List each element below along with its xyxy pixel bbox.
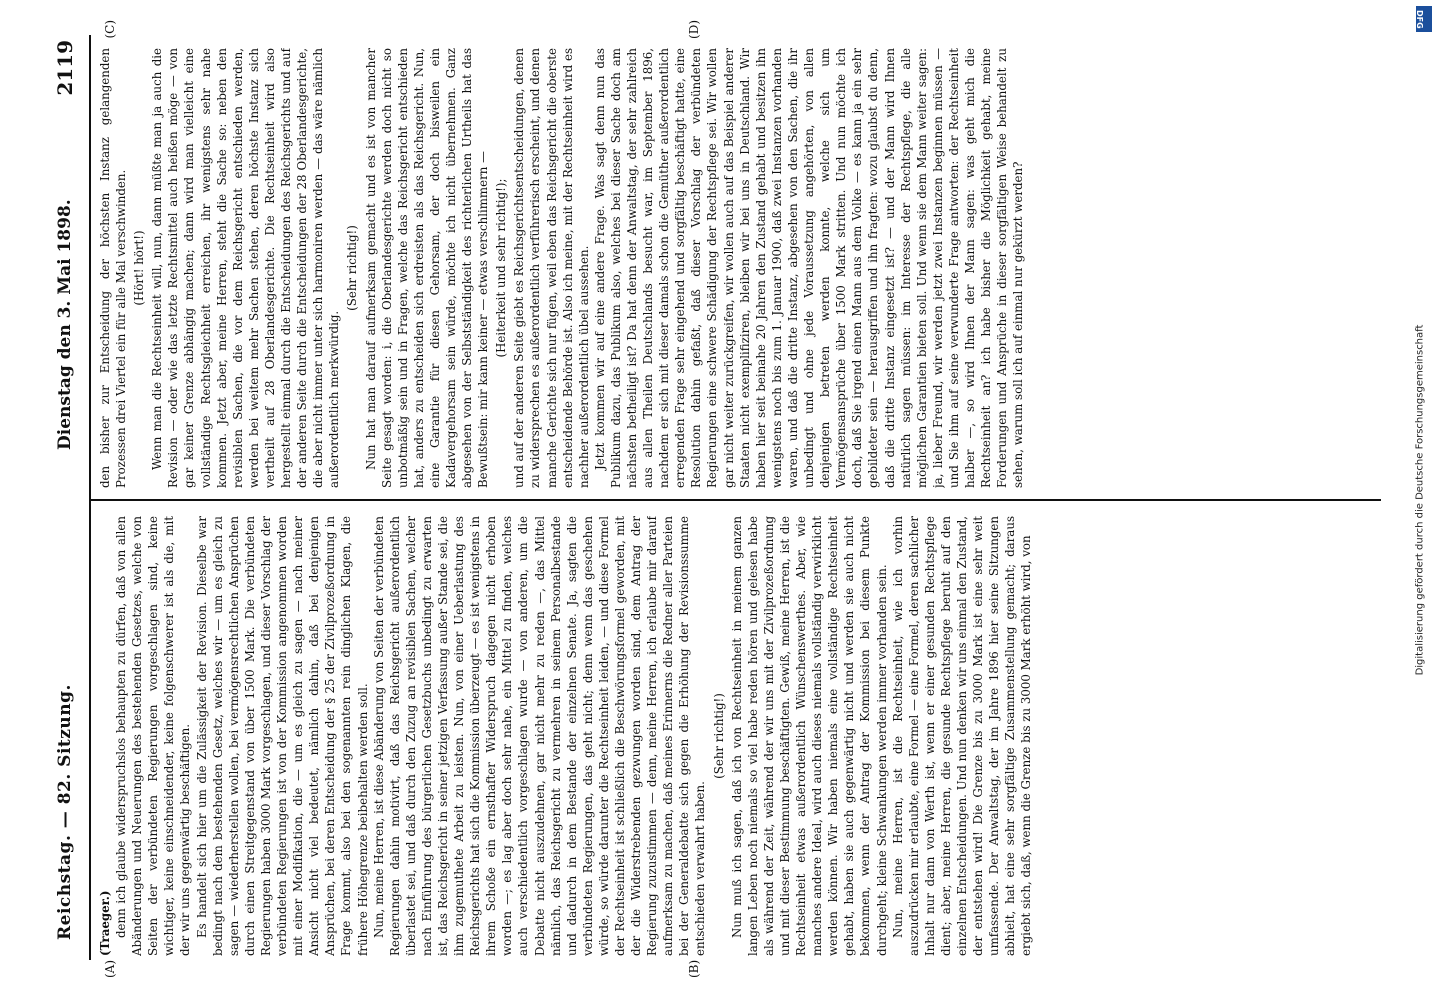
paragraph: Nun, meine Herren, ist die Rechtseinheit, wie ich vorhin auszudrücken mir erlaubte, eine Formel — eine Formel, deren sachlicher Inhalt nur dann von Werth ist, wenn er einer gesunden Rechtspflege dient; aber, meine Herren, die gesunde Rechtspflege beruht auf den einzelnen Entscheidungen. Und nun denken wir uns einmal den Zustand, der entstehen wird! Die Grenze bis zu 3000 Mark ist eine sehr weit umfassende. Der Anwaltstag, der im Jahre 1896 hier seine Sitzungen abhielt, hat eine sehr sorgfältige Zusammenstellung gemacht; daraus ergiebt sich, daß, wenn die Grenze bis zu 3000 Mark erhöht wird, von	[890, 516, 1034, 956]
margin-marker-d: (D)	[687, 20, 701, 39]
interjection: (Sehr richtig!)	[345, 225, 360, 311]
right-column	[97, 48, 1377, 488]
paragraph: Nun hat man darauf aufmerksam gemacht und es ist von mancher Seite gesagt worden: i, die Oberlandesgerichte werden doch nicht so unbotmäßig sein und in Fragen, welche das Reichsgericht entschieden hat, anders zu entscheiden sich erdreisten als das Reichsgericht. Nun, eine Garantie für diesen Gehorsam, der doch bisweilen ein Kadavergehorsam sein würde, möchte ich nicht übernehmen. Ganz abgesehen von der Selbstständigkeit des richterlichen Urtheils hat das Bewußtsein: mir kann keiner — etwas verschlimmern —	[363, 48, 491, 488]
interjection: (Hört! hört!)	[132, 230, 147, 306]
margin-marker-c: (C)	[103, 20, 117, 39]
rotated-page	[47, 20, 1387, 978]
paragraph: Nun muß ich sagen, daß ich von Rechtseinheit in meinem ganzen langen Leben noch niemals so viel habe reden hören und gelesen habe als während der Zeit, während der wir uns mit der Zivilprozeßordnung und mit dieser Bestimmung beschäftigten. Gewiß, meine Herren, ist die Rechtseinheit etwas außerordentlich Wünschenswerthes. Aber, wie manches andere Ideal, wird auch dieses niemals vollständig verwirklicht werden können. Wir haben niemals eine vollständige Rechtseinheit gehabt, haben sie auch gegenwärtig nicht und werden sie auch nicht bekommen, wenn der Antrag der Kommission bei diesem Punkte durchgeht; kleine Schwankungen werden immer vorhanden sein.	[729, 516, 889, 956]
speaker-label: (Traeger.)	[98, 890, 112, 956]
dfg-logo: DFG	[1416, 6, 1432, 32]
paragraph: und auf der anderen Seite giebt es Reichsgerichtsentscheidungen, denen zu widersprechen es außerordentlich verführerisch erscheint, und denen manche Gerichte sich nur fügen, weil eben das Reichsgericht die oberste entscheidende Behörde ist. Also ich meine, mit der Rechtseinheit wird es nachher außerordentlich übel aussehen.	[512, 48, 591, 488]
digitization-credit: Digitalisierung gefördert durch die Deutsche Forschungsgemeinschaft	[1414, 324, 1426, 676]
header-session: Reichstag. — 82. Sitzung.	[55, 684, 75, 940]
column-divider	[91, 499, 1381, 501]
header-rule	[89, 35, 91, 960]
interjection: (Heiterkeit und sehr richtig!);	[494, 178, 509, 358]
interjection: (Sehr richtig!)	[711, 693, 726, 779]
paragraph: den bisher zur Entscheidung der höchsten Instanz gelangenden Prozessen drei Viertel ein für alle Mal verschwinden.	[98, 48, 129, 488]
margin-marker-b: (B)	[687, 959, 701, 978]
page-header	[47, 30, 87, 970]
left-column	[97, 516, 1377, 956]
credit-strip	[1410, 10, 1430, 990]
paragraph: Wenn man die Rechtseinheit will, nun, dann müßte man ja auch die Revision — oder wie das letzte Rechtsmittel auch heißen möge — von gar keiner Grenze abhängig machen; dann wird man vielleicht eine vollständige Rechtsgleichheit erreichen, ihr wenigstens sehr nahe kommen. Jetzt aber, meine Herren, steht die Sache so: neben den revisiblen Sachen, die vor dem Reichsgericht entschieden werden, werden bei weitem mehr Sachen stehen, deren höchste Instanz sich vertheilt auf 28 Oberlandesgerichte. Die Rechtseinheit wird also hergestellt einmal durch die Entscheidungen des Reichsgerichts und auf der anderen Seite durch die Entscheidungen der 28 Oberlandesgerichte, die aber nicht immer unter sich harmoniren werden — das wäre nämlich außerordentlich merkwürdig.	[150, 48, 342, 488]
paragraph: Nun, meine Herren, ist diese Abänderung von Seiten der verbündeten Regierungen dahin motivirt, daß das Reichsgericht außerordentlich überlastet sei, und daß durch den Zuzug an revisiblen Sachen, welcher nach Einführung des bürgerlichen Gesetzbuchs unbedingt zu erwarten ist, das Reichsgericht in seiner jetzigen Verfassung außer Stande sei, die ihm zugemuthete Arbeit zu leisten. Nun, von einer Ueberlastung des Reichsgerichts hat sich die Kommission überzeugt — es ist wenigstens in ihrem Schoße ein ernsthafter Widerspruch dagegen nicht erhoben worden —; es lag aber doch sehr nahe, ein Mittel zu finden, welches auch verschiedentlich vorgeschlagen wurde — von anderen, um die Debatte nicht auszudehnen, gar nicht mehr zu reden —, das Mittel nämlich, das Reichsgericht zu vermehren in seinem Personalbestande und dadurch in dem Bestande der einzelnen Senate. Ja, sagten die verbündeten Regierungen, das geht nicht; denn wenn das geschehen würde, so würde darunter die Rechtseinheit leiden, — und diese Formel der Rechtseinheit ist schließlich die Beschwörungsformel geworden, mit der die Widerstrebenden gezwungen worden sind, dem Antrag der Regierung zuzustimmen — denn, meine Herren, ich erlaube mir darauf aufmerksam zu machen, daß meines Erinnerns die Redner aller Parteien bei der Generaldebatte sich gegen die Erhöhung der Revisionssumme entschieden verwahrt haben.	[371, 516, 708, 956]
paragraph: Jetzt kommen wir auf eine andere Frage. Was sagt denn nun das Publikum dazu, das Publikum also, welches bei dieser Sache doch am nächsten betheiligt ist? Da hat denn der Anwaltstag, der sehr zahlreich aus allen Theilen Deutschlands besucht war, im September 1896, nachdem er sich mit dieser damals schon die Gemüther außerordentlich erregenden Frage sehr eingehend und sorgfältig beschäftigt hatte, eine Resolution dahin gefaßt, daß dieser Vorschlag der verbündeten Regierungen eine schwere Schädigung der Rechtspflege sei. Wir wollen gar nicht weiter zurückgreifen, wir wollen auch auf das Beispiel anderer Staaten nicht exemplifiziren, bleiben wir bei uns in Deutschland. Wir haben hier seit beinahe 20 Jahren den Zustand gehabt und besitzen ihn wenigstens noch bis zum 1. Januar 1900, daß zwei Instanzen vorhanden waren, und daß die dritte Instanz, abgesehen von den Sachen, die ihr unbedingt und ohne jede Voraussetzung angehörten, von allen denjenigen betreten werden konnte, welche sich um Vermögensansprüche über 1500 Mark stritten. Und nun möchte ich doch, daß Sie irgend einen Mann aus dem Volke — es kann ja ein sehr gebildeter sein — herausgriffen und ihn fragten: wozu glaubst du denn, daß die dritte Instanz eingesetzt ist? — und der Mann wird Ihnen natürlich sagen müssen: im Interesse der Rechtspflege, die alle möglichen Garantien bieten soll. Und wenn sie dem Mann weiter sagen: ja, lieber Freund, wir werden jetzt zwei Instanzen beginnen müssen — und Sie ihm auf seine verwunderte Frage antworten: der Rechtseinheit halber —, so wird Ihnen der Mann sagen: was geht mich die Rechtseinheit an? ich habe bisher die Möglichkeit gehabt, meine Forderungen und Ansprüche in dieser sorgfältigen Weise behandelt zu sehen, warum soll ich auf einmal nur gekürzt werden?	[592, 48, 1026, 488]
paragraph: denn ich glaube widerspruchslos behaupten zu dürfen, daß von allen Abänderungen und Neuerungen des bestehenden Gesetzes, welche von Seiten der verbündeten Regierungen vorgeschlagen sind, keine wichtiger, keine einschneidender, keine folgenschwerer ist als die, mit der wir uns gegenwärtig beschäftigen.	[114, 516, 193, 956]
paragraph: Es handelt sich hier um die Zulässigkeit der Revision. Dieselbe war bedingt nach dem bestehenden Gesetz, welches wir — um es gleich zu sagen — wiederherstellen wollen, bei vermögensrechtlichen Ansprüchen durch einen Streitgegenstand von über 1500 Mark. Die verbündeten Regierungen haben 3000 Mark vorgeschlagen, und dieser Vorschlag der verbündeten Regierungen ist von der Kommission angenommen worden mit einer Modifikation, die — um es gleich zu sagen — nach meiner Ansicht nicht viel bedeutet, nämlich dahin, daß bei denjenigen Ansprüchen, bei deren Entscheidung der § 25 der Zivilprozeßordnung in Frage kommt, also bei den sogenannten rein dinglichen Klagen, die frühere Höhegrenze beibehalten werden soll.	[194, 516, 370, 956]
page-number: 2119	[53, 40, 77, 96]
margin-marker-a: (A)	[103, 959, 117, 978]
header-date: Dienstag den 3. Mai 1898.	[55, 199, 75, 450]
